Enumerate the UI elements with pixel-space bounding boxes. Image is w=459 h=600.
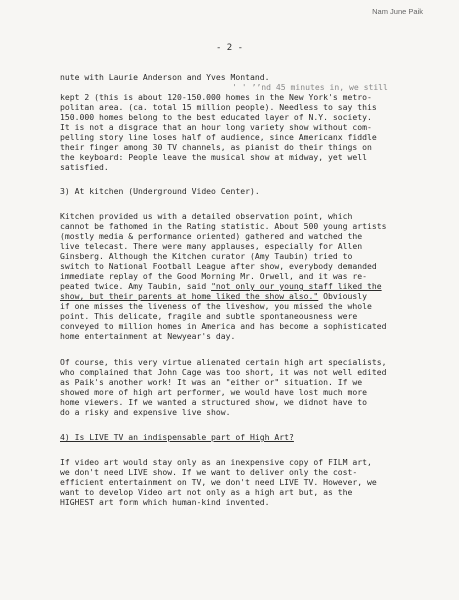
section-heading: 4) Is LIVE TV an indispensable part of High Art? <box>60 432 294 442</box>
text-line: the keyboard: People leave the musical show at midway, yet well <box>60 152 367 162</box>
text-line: Kitchen provided us with a detailed observation point, which <box>60 211 353 221</box>
text-line: nute with Laurie Anderson and Yves Montand. <box>60 72 270 82</box>
text-line: want to develop Video art not only as a high art but, as the <box>60 487 353 497</box>
text-line: immediate replay of the Good Morning Mr. Orwell, and it was re- <box>60 271 367 281</box>
text-line: kept 2 (this is about 120-150.000 homes in the New York's metro- <box>60 92 372 102</box>
text-line: ' ' ’’nd 45 minutes in, we still <box>232 82 388 92</box>
text-line: if one misses the liveness of the liveshow, you missed the whole <box>60 301 372 311</box>
section-heading: 3) At kitchen (Underground Video Center). <box>60 186 260 196</box>
author-header: Nam June Paik <box>372 7 423 16</box>
text-line: HIGHEST art form which human-kind invented. <box>60 497 270 507</box>
text-line: If video art would stay only as an inexpensive copy of FILM art, <box>60 457 372 467</box>
text-line: who complained that John Cage was too short, it was not well edited <box>60 367 387 377</box>
text-line: (mostly media & performance oriented) gathered and watched the <box>60 231 363 241</box>
text-line: their finger among 30 TV channels, as pianist do their things on <box>60 142 372 152</box>
text-line: Ginsberg. Although the Kitchen curator (Amy Taubin) tried to <box>60 251 353 261</box>
text-line: home viewers. If we wanted a structured show, we didnot have to <box>60 397 367 407</box>
text-line <box>60 281 382 291</box>
text-line: home entertainment at Newyear's day. <box>60 331 236 341</box>
text-fragment: peated twice. Amy Taubin, said <box>60 281 212 291</box>
page-number: - 2 - <box>215 43 244 53</box>
text-line: Of course, this very virtue alienated certain high art specialists, <box>60 357 387 367</box>
text-line: do a risky and expensive live show. <box>60 407 231 417</box>
text-line: pelling story line loses half of audience, since Americanx fiddle <box>60 132 377 142</box>
text-line: cannot be fathomed in the Rating statistic. About 500 young artists <box>60 221 387 231</box>
text-fragment: Obviously <box>318 291 367 301</box>
text-line: 150.000 homes belong to the best educated layer of N.Y. society. <box>60 112 372 122</box>
underlined-quote: "not only our young staff liked the <box>211 281 382 291</box>
text-line: satisfied. <box>60 162 109 172</box>
text-line: politan area. (ca. total 15 million people). Needless to say this <box>60 102 377 112</box>
underlined-quote: show, but their parents at home liked the show also." <box>60 291 319 301</box>
text-line: live telecast. There were many applauses, especially for Allen <box>60 241 363 251</box>
text-line: conveyed to million homes in America and has become a sophisticated <box>60 321 387 331</box>
text-line: switch to National Football League after show, everybody demanded <box>60 261 377 271</box>
text-line: we don't need LIVE show. If we want to deliver only the cost- <box>60 467 358 477</box>
text-line <box>60 291 367 301</box>
text-line: showed more of high art performer, we would have lost much more <box>60 387 367 397</box>
text-line: point. This delicate, fragile and subtle spontaneousness were <box>60 311 358 321</box>
text-line: as Paik's another work! It was an "either or" situation. If we <box>60 377 363 387</box>
text-line: efficient entertainment on TV, we don't need LIVE TV. However, we <box>60 477 377 487</box>
text-line: It is not a disgrace that an hour long variety show without com- <box>60 122 372 132</box>
